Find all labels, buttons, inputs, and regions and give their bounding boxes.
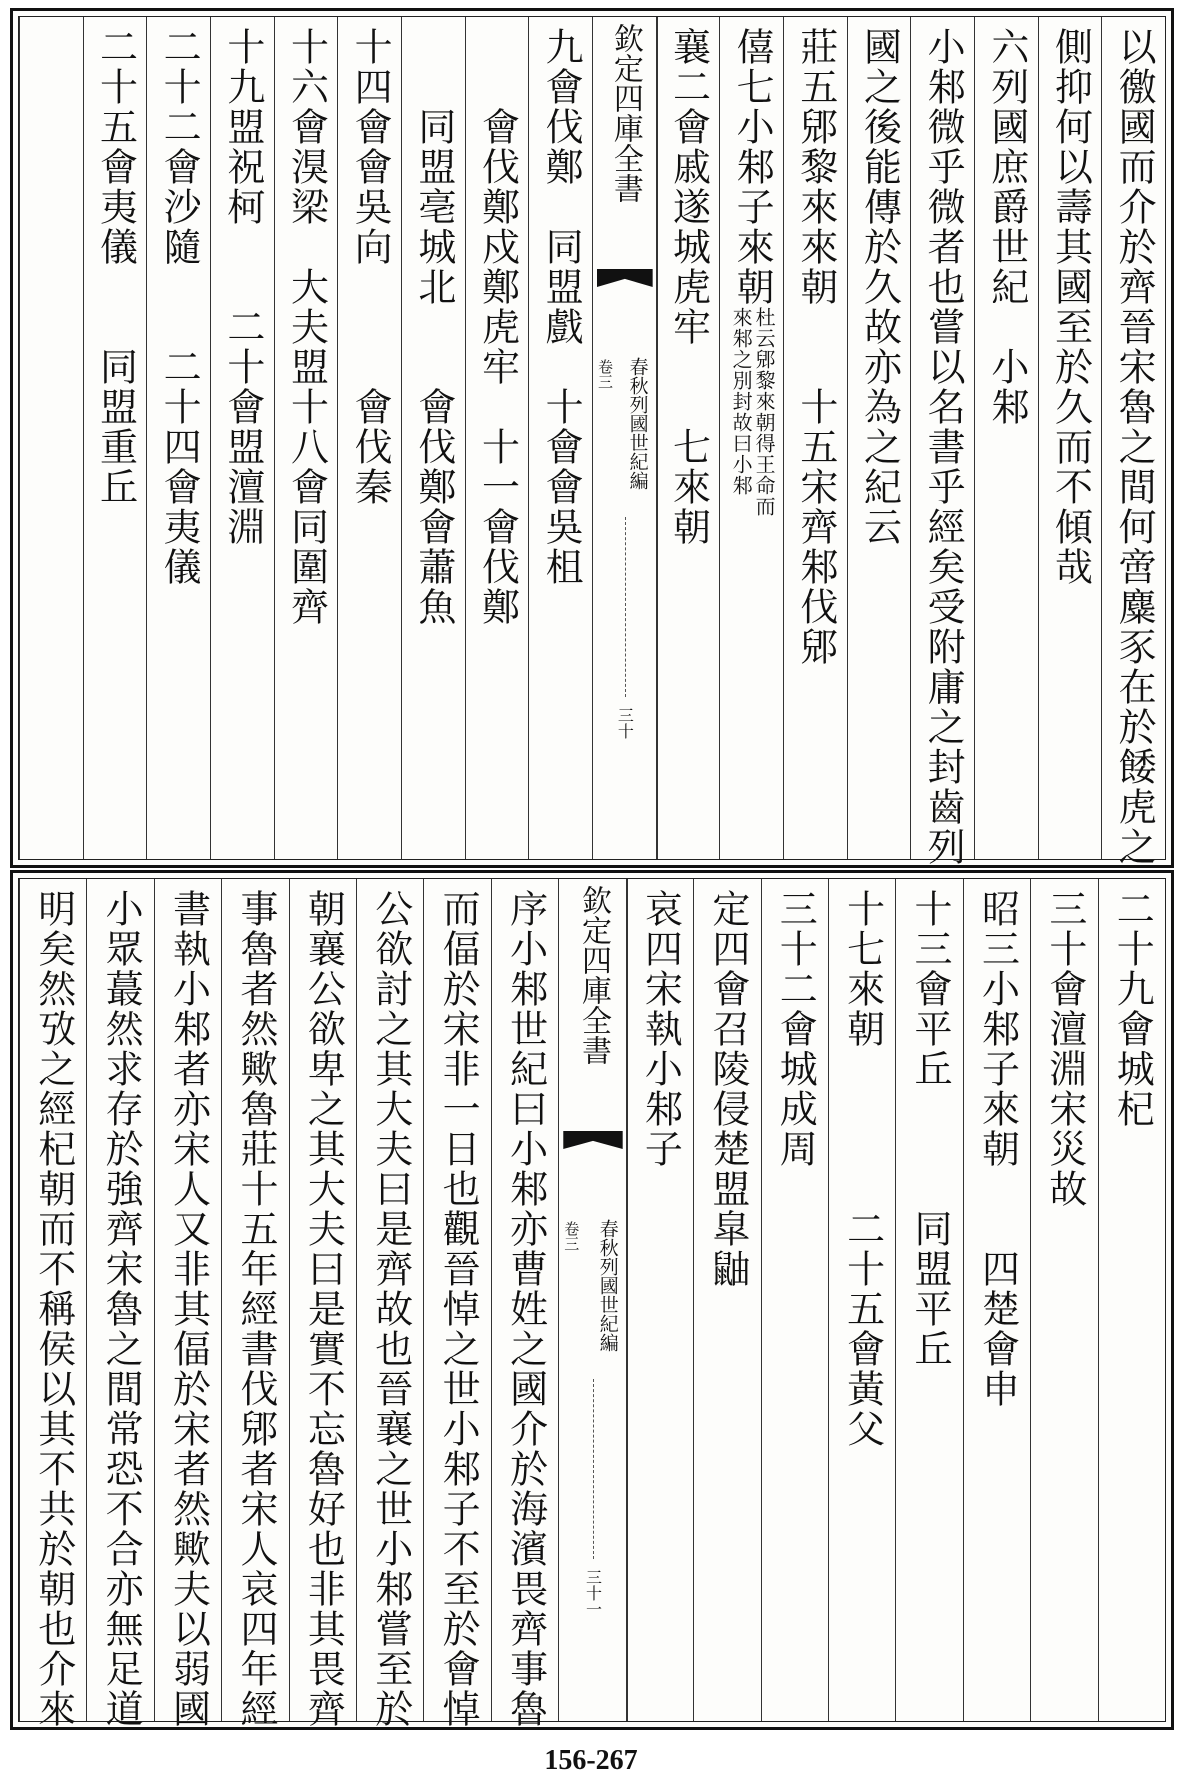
- text-column: [146, 17, 211, 859]
- fish-tail-mark-icon: [563, 1131, 622, 1149]
- column-text: 十六會湨梁 大夫盟十八會同圍齊: [284, 27, 329, 627]
- commentary-note: [729, 307, 777, 517]
- column-text: 二十二會沙隨 二十四會夷儀: [157, 27, 202, 587]
- column-text: 以徼國而介於齊晉宋魯之間何啻麋豕在於餧虎之: [1112, 27, 1157, 867]
- fish-tail-mark-icon: [597, 269, 653, 287]
- commentary-line: 杜云郳黎來朝得王命而: [752, 307, 777, 517]
- column-text: 三十二會城成周: [773, 889, 818, 1169]
- column-text: 昭三小邾子來朝 四楚會申: [975, 889, 1020, 1409]
- text-column: [910, 17, 975, 867]
- spine-book-title: 欽定四庫全書: [607, 23, 643, 203]
- text-column: [465, 17, 530, 859]
- column-text: 定四會召陵侵楚盟皐鼬: [705, 889, 750, 1289]
- spine-book-title: 欽定四庫全書: [575, 885, 611, 1065]
- column-text: 十七來朝 二十五會黃父: [840, 889, 885, 1449]
- text-column: [19, 879, 87, 1729]
- spine-folio-number: 三十一: [583, 1569, 603, 1617]
- text-column: [656, 17, 721, 859]
- column-text: 朝襄公欲卑之其大夫曰是實不忘魯好也非其畏齊: [301, 889, 346, 1729]
- spine-divider: [625, 517, 626, 697]
- column-text: 會伐鄭戍鄭虎牢 十一會伐鄭: [475, 27, 520, 627]
- column-text: 書執小邾者亦宋人又非其偪於宋者然歟夫以弱國: [166, 889, 211, 1729]
- text-column: [693, 879, 761, 1721]
- text-column: [1030, 879, 1098, 1721]
- column-text: 小邾微乎微者也嘗以名書乎經矣受附庸之封齒列: [921, 27, 966, 867]
- text-column: [83, 17, 148, 859]
- column-text: 公欲討之其大夫曰是齊故也晉襄之世小邾嘗至於: [368, 889, 413, 1729]
- text-column: [719, 17, 784, 859]
- text-column: [828, 879, 896, 1721]
- text-column: [1038, 17, 1103, 859]
- text-column: [895, 879, 963, 1721]
- page-spine: [592, 17, 658, 859]
- text-column: [210, 17, 275, 859]
- spine-section-title: 春秋列國世紀編: [626, 357, 649, 490]
- column-text: 二十五會夷儀 同盟重丘: [93, 27, 138, 507]
- column-text: 僖七小邾子來朝: [730, 27, 775, 307]
- column-text: 十三會平丘 同盟平丘: [908, 889, 953, 1369]
- column-text: 國之後能傳於久故亦為之紀云: [857, 27, 902, 547]
- column-text: 序小邾世紀曰小邾亦曹姓之國介於海濱畏齊事魯: [503, 889, 548, 1729]
- commentary-line: 來邾之別封故曰小邾: [729, 307, 754, 496]
- spine-volume: 卷三: [596, 359, 614, 389]
- text-column: [86, 879, 154, 1729]
- column-text: 二十九會城杞: [1110, 889, 1155, 1129]
- page-number: 156-267: [544, 1745, 638, 1776]
- column-text: 而偪於宋非一日也觀晉悼之世小邾子不至於會悼: [436, 889, 481, 1729]
- text-column: [289, 879, 357, 1729]
- text-column: [19, 17, 84, 859]
- spine-volume: 卷三: [562, 1221, 581, 1251]
- text-column: [847, 17, 912, 859]
- column-text: 小眾蕞然求存於強齊宋魯之間常恐不合亦無足道: [99, 889, 144, 1729]
- column-text: 事魯者然歟魯莊十五年經書伐郳者宋人哀四年經: [233, 889, 278, 1729]
- column-text: 明矣然攷之經杞朝而不稱侯以其不共於朝也介來: [31, 889, 76, 1729]
- lower-page: [10, 870, 1174, 1730]
- text-column: [221, 879, 289, 1729]
- column-text: 側抑何以壽其國至於久而不傾哉: [1048, 27, 1093, 587]
- text-column: [963, 879, 1031, 1721]
- page-spine: [558, 879, 627, 1721]
- spine-section-title: 春秋列國世紀編: [596, 1219, 619, 1352]
- column-text: 十四會會吳向 會伐秦: [348, 27, 393, 507]
- text-column: [337, 17, 402, 859]
- column-text: 六列國庶爵世紀 小邾: [984, 27, 1029, 427]
- upper-page: [10, 8, 1174, 868]
- column-text: 莊五郳黎來來朝 十五宋齊邾伐郳: [793, 27, 838, 667]
- text-column: [1098, 879, 1166, 1721]
- column-text: 九會伐鄭 同盟戲 十會會吳柤: [539, 27, 584, 587]
- text-column: [154, 879, 222, 1729]
- text-column: [401, 17, 466, 859]
- column-text: 三十會澶淵宋災故: [1042, 889, 1087, 1209]
- text-column: [783, 17, 848, 859]
- text-column: [974, 17, 1039, 859]
- text-column: [761, 879, 829, 1721]
- column-text: 同盟亳城北 會伐鄭會蕭魚: [411, 27, 456, 627]
- text-column: [274, 17, 339, 859]
- text-column: [423, 879, 491, 1729]
- column-text: 襄二會戚遂城虎牢 七來朝: [666, 27, 711, 547]
- text-column: [491, 879, 559, 1729]
- text-column: [1101, 17, 1166, 867]
- column-text: 哀四宋執小邾子: [638, 889, 683, 1169]
- spine-divider: [593, 1379, 594, 1559]
- text-column: [626, 879, 694, 1721]
- text-column: [356, 879, 424, 1729]
- column-text: 十九盟祝柯 二十會盟澶淵: [220, 27, 265, 547]
- spine-folio-number: 三十: [615, 707, 635, 739]
- text-column: [528, 17, 593, 859]
